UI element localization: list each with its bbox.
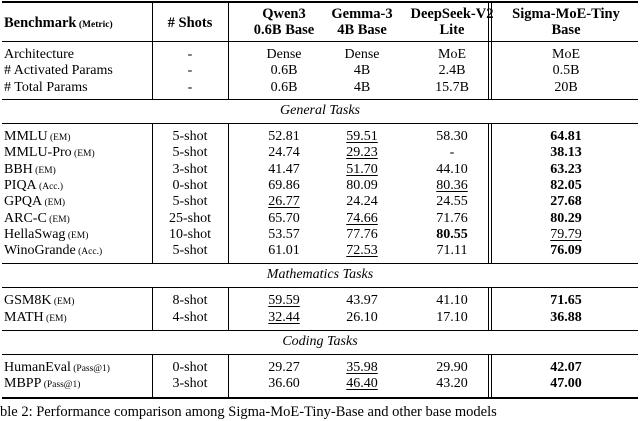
- header-model-name: Sigma-MoE-Tiny: [512, 6, 620, 22]
- benchmark-row-label: [4, 227, 88, 244]
- score-value: 82.05: [550, 177, 582, 193]
- benchmark-row-label: [4, 162, 56, 179]
- benchmark-row-label: [4, 243, 102, 260]
- arch-row-value: 0.6B: [270, 63, 298, 79]
- benchmark-name: GSM8K: [4, 293, 52, 309]
- benchmark-row-label: [4, 194, 65, 211]
- score-value: 58.30: [436, 129, 468, 144]
- score-cell: [516, 376, 616, 392]
- score-cell: [312, 194, 412, 210]
- benchmark-name: BBH: [4, 161, 33, 177]
- score-cell: [516, 129, 616, 145]
- score-value: 42.07: [550, 360, 582, 375]
- arch-row-value: Dense: [266, 47, 302, 62]
- score-cell: [312, 310, 412, 326]
- benchmark-name: HumanEval: [4, 360, 71, 375]
- score-value: 80.36: [436, 177, 468, 193]
- header-rule: [2, 41, 638, 42]
- score-cell: [516, 178, 616, 194]
- score-value: 71.65: [550, 293, 582, 309]
- score-cell: [312, 145, 412, 161]
- score-cell: [516, 145, 616, 161]
- arch-row-value: 0.6B: [270, 79, 298, 95]
- score-cell: [516, 227, 616, 243]
- benchmark-row-label: [4, 293, 74, 310]
- score-value: 29.27: [268, 360, 300, 375]
- score-value: 36.60: [268, 376, 300, 392]
- score-cell: [402, 194, 502, 210]
- column-divider: [228, 41, 229, 99]
- score-value: 79.79: [550, 226, 582, 242]
- header-model-size: 4B Base: [337, 22, 387, 38]
- score-cell: [402, 211, 502, 227]
- arch-row-value: 4B: [353, 63, 371, 79]
- score-value: 36.88: [550, 309, 582, 325]
- header-benchmark-label: Benchmark: [4, 15, 77, 31]
- score-value: 27.68: [550, 194, 582, 210]
- score-value: 76.09: [550, 243, 582, 259]
- score-value: 24.55: [436, 194, 468, 210]
- header-model-size: 0.6B Base: [253, 22, 315, 38]
- benchmark-metric: (EM): [46, 214, 70, 225]
- arch-row-value: Dense: [344, 47, 380, 62]
- section-rule: [2, 99, 638, 100]
- benchmark-row-label: [4, 360, 110, 377]
- arch-row-value: MoE: [438, 47, 466, 62]
- benchmark-shots: 10-shot: [169, 226, 211, 242]
- score-cell: [402, 376, 502, 392]
- benchmark-name: MATH: [4, 309, 44, 325]
- section-rule: [2, 354, 638, 355]
- table-caption: ble 2: Performance comparison among Sigma-MoE-Tiny-Base and other base models: [0, 404, 497, 420]
- score-cell: [402, 360, 502, 376]
- benchmark-name: HellaSwag: [4, 226, 66, 242]
- score-cell: [312, 293, 412, 309]
- column-divider: [228, 123, 229, 263]
- score-cell: [402, 145, 502, 161]
- benchmark-name: ARC-C: [4, 210, 47, 226]
- score-value: 26.77: [268, 194, 300, 210]
- score-value: 59.51: [346, 129, 378, 144]
- benchmark-shots: 5-shot: [172, 129, 208, 144]
- benchmark-shots: 0-shot: [172, 177, 208, 193]
- score-value: 47.00: [550, 376, 582, 392]
- score-value: 44.10: [436, 161, 468, 177]
- score-value: 80.29: [550, 210, 582, 226]
- score-cell: [402, 243, 502, 259]
- benchmark-name: MMLU-Pro: [4, 145, 72, 161]
- benchmark-metric: (Pass@1): [41, 380, 81, 391]
- benchmark-name: PIQA: [4, 177, 37, 193]
- benchmark-metric: (EM): [51, 297, 75, 308]
- score-value: 26.10: [346, 309, 378, 325]
- score-value: 24.74: [268, 145, 300, 161]
- score-value: 52.81: [268, 129, 300, 144]
- score-value: 46.40: [346, 376, 378, 392]
- arch-row-value: 4B: [353, 79, 371, 95]
- benchmark-metric: (EM): [71, 149, 95, 160]
- score-value: 80.09: [346, 177, 378, 193]
- arch-row-label: # Activated Params: [4, 63, 113, 79]
- benchmark-shots: 25-shot: [169, 210, 211, 226]
- section-title: General Tasks: [280, 103, 360, 118]
- benchmark-shots: 5-shot: [172, 243, 208, 259]
- column-divider: [228, 1, 229, 41]
- score-value: 29.23: [346, 145, 378, 161]
- benchmark-shots: 8-shot: [172, 293, 208, 309]
- score-value: 41.47: [268, 161, 300, 177]
- score-cell: [312, 162, 412, 178]
- score-value: 43.20: [436, 376, 468, 392]
- header-metric-hint: (Metric): [76, 20, 113, 30]
- column-divider-double: [488, 354, 492, 397]
- score-value: 61.01: [268, 243, 300, 259]
- arch-row-value: 2.4B: [438, 63, 466, 79]
- header-model-name: Gemma-3: [331, 6, 393, 22]
- benchmark-metric: (EM): [47, 133, 71, 143]
- column-divider-double: [488, 41, 492, 99]
- score-value: 63.23: [550, 161, 582, 177]
- arch-row-shots: -: [187, 63, 193, 79]
- score-cell: [312, 376, 412, 392]
- score-value: 72.53: [346, 243, 378, 259]
- column-divider-double: [488, 123, 492, 263]
- score-value: 35.98: [346, 360, 378, 375]
- score-cell: [402, 129, 502, 145]
- score-value: 64.81: [550, 129, 582, 144]
- score-value: 41.10: [436, 293, 468, 309]
- score-cell: [402, 227, 502, 243]
- arch-row-value: 20B: [554, 79, 578, 95]
- benchmark-metric: (EM): [32, 165, 56, 176]
- score-cell: [402, 293, 502, 309]
- score-value: 69.86: [268, 177, 300, 193]
- arch-row-label: # Total Params: [4, 79, 88, 95]
- top-rule: [2, 1, 638, 3]
- column-divider: [228, 287, 229, 330]
- benchmark-name: GPQA: [4, 194, 43, 210]
- score-cell: [312, 243, 412, 259]
- column-divider-double: [488, 1, 492, 41]
- benchmark-name: MMLU: [4, 129, 48, 144]
- score-value: 77.76: [346, 226, 378, 242]
- benchmark-shots: 5-shot: [172, 145, 208, 161]
- score-value: 43.97: [346, 293, 378, 309]
- score-value: 24.24: [346, 194, 378, 210]
- column-divider: [152, 1, 153, 41]
- column-divider-double: [488, 287, 492, 330]
- benchmark-metric: (Acc.): [75, 247, 103, 258]
- score-cell: [312, 178, 412, 194]
- benchmark-shots: 4-shot: [172, 309, 208, 325]
- score-value: 71.76: [436, 210, 468, 226]
- header-model-name: Qwen3: [262, 6, 306, 22]
- benchmark-name: WinoGrande: [4, 243, 76, 259]
- score-cell: [312, 129, 412, 145]
- benchmark-row-label: [4, 310, 67, 327]
- score-value: 29.90: [436, 360, 468, 375]
- benchmark-shots: 0-shot: [172, 360, 208, 375]
- arch-row-value: MoE: [552, 47, 580, 62]
- benchmark-shots: 3-shot: [172, 376, 208, 392]
- benchmark-name: MBPP: [4, 376, 42, 392]
- score-cell: [516, 310, 616, 326]
- arch-row-shots: -: [187, 47, 193, 62]
- section-rule: [2, 123, 638, 124]
- section-rule: [2, 263, 638, 264]
- score-value: 71.11: [436, 243, 468, 259]
- column-divider: [152, 123, 153, 263]
- benchmark-metric: (EM): [42, 198, 66, 209]
- score-value: 17.10: [436, 309, 468, 325]
- score-cell: [516, 211, 616, 227]
- section-rule: [2, 330, 638, 331]
- score-value: 53.57: [268, 226, 300, 242]
- benchmark-shots: 3-shot: [172, 161, 208, 177]
- score-cell: [402, 178, 502, 194]
- header-model-size: Lite: [439, 22, 465, 38]
- score-value: 38.13: [550, 145, 582, 161]
- section-title: Coding Tasks: [282, 334, 358, 349]
- benchmark-metric: (EM): [65, 230, 89, 241]
- score-cell: [516, 162, 616, 178]
- column-divider: [152, 287, 153, 330]
- header-model-size: Base: [551, 22, 581, 38]
- benchmark-metric: (EM): [43, 313, 67, 324]
- benchmark-row-label: [4, 211, 70, 228]
- column-divider: [152, 41, 153, 99]
- column-divider: [152, 354, 153, 397]
- benchmark-row-label: [4, 376, 80, 393]
- score-value: 74.66: [346, 210, 378, 226]
- arch-row-value: 0.5B: [552, 63, 580, 79]
- header-model-name: DeepSeek-V2: [410, 6, 494, 22]
- score-cell: [402, 162, 502, 178]
- score-cell: [402, 310, 502, 326]
- bottom-rule: [2, 397, 638, 399]
- column-divider: [228, 354, 229, 397]
- header-shots: # Shots: [167, 15, 213, 31]
- section-title: Mathematics Tasks: [266, 267, 374, 283]
- arch-row-value: 15.7B: [435, 79, 469, 95]
- score-value: 65.70: [268, 210, 300, 226]
- score-cell: [516, 293, 616, 309]
- benchmark-row-label: [4, 145, 95, 162]
- score-value: 80.55: [436, 226, 468, 242]
- score-cell: [516, 243, 616, 259]
- score-value: -: [449, 145, 455, 161]
- score-cell: [516, 360, 616, 376]
- score-cell: [516, 194, 616, 210]
- score-cell: [312, 227, 412, 243]
- benchmark-metric: (Pass@1): [70, 364, 110, 374]
- benchmark-row-label: [4, 129, 71, 146]
- benchmark-row-label: [4, 178, 63, 195]
- score-cell: [312, 211, 412, 227]
- benchmark-shots: 5-shot: [172, 194, 208, 210]
- score-value: 59.59: [268, 293, 300, 309]
- arch-row-label: Architecture: [4, 47, 74, 62]
- score-value: 51.70: [346, 161, 378, 177]
- section-rule: [2, 287, 638, 288]
- header-benchmark: [4, 15, 113, 33]
- benchmark-metric: (Acc.): [36, 181, 64, 192]
- arch-row-shots: -: [187, 79, 193, 95]
- score-value: 32.44: [268, 309, 300, 325]
- score-cell: [312, 360, 412, 376]
